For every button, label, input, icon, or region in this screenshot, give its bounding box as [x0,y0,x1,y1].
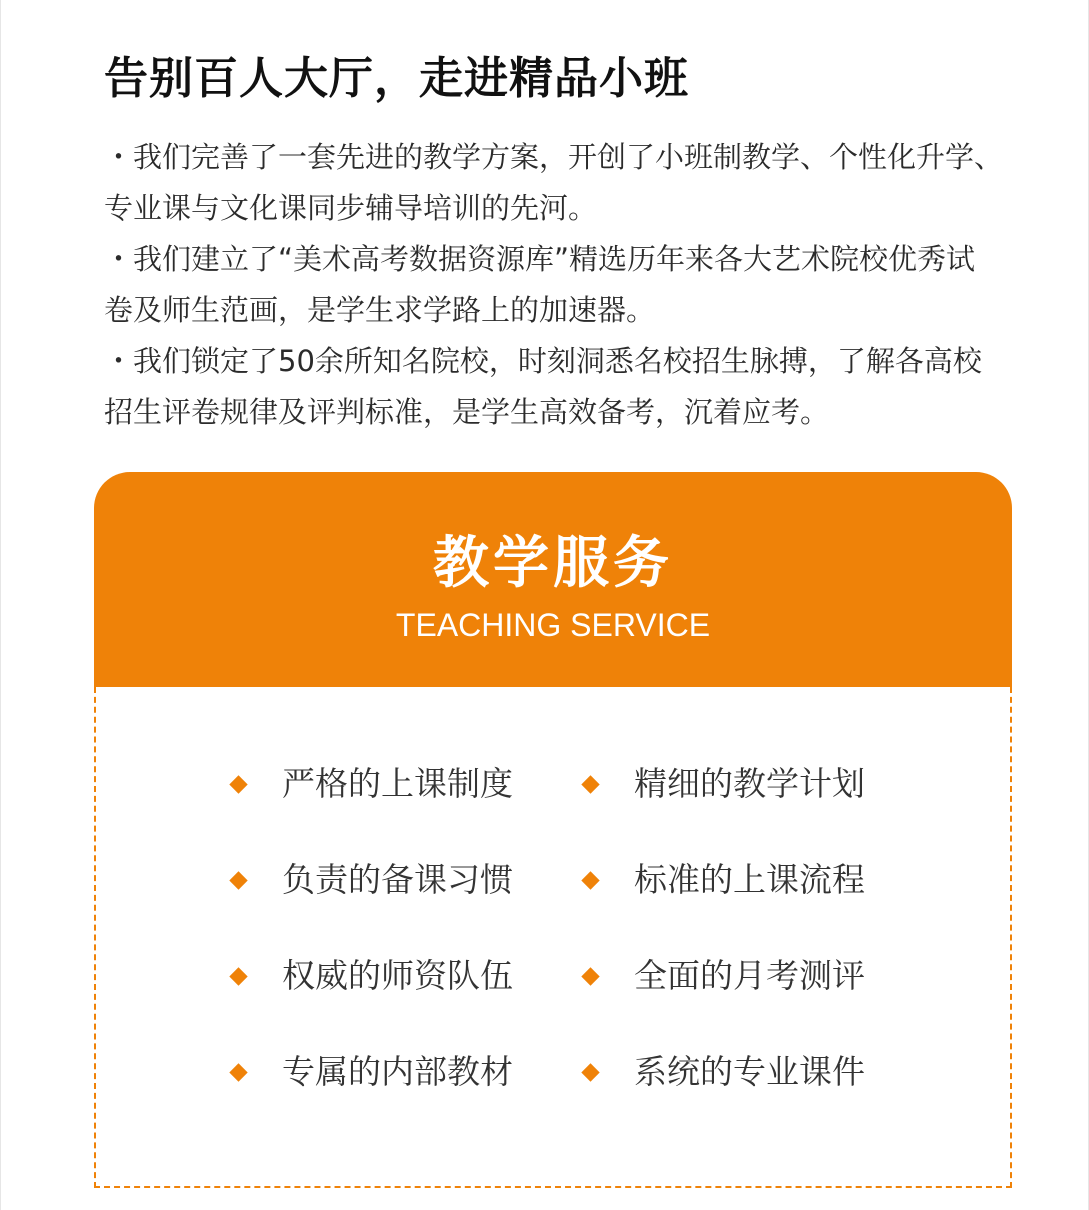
diamond-icon [229,871,247,889]
diamond-icon [581,967,599,985]
diamond-icon [229,775,247,793]
diamond-icon [229,1063,247,1081]
card-header [94,472,1012,687]
service-list [226,765,926,1091]
service-label: 标准的上课流程 [634,860,865,899]
service-item [226,765,578,803]
headline: 告别百人大厅，走进精品小班 [104,53,689,104]
service-label: 负责的备课习惯 [282,860,513,899]
intro-paragraph: ・我们建立了“美术高考数据资源库”精选历年来各大艺术院校优秀试卷及师生范画，是学生求学路上的加速器。 [104,242,976,327]
service-item [226,957,578,995]
service-label: 专属的内部教材 [282,1052,513,1091]
intro-paragraph: ・我们锁定了50余所知名院校，时刻洞悉名校招生脉搏，了解各高校招生评卷规律及评判标准，是学生高效备考，沉着应考。 [104,344,982,429]
diamond-icon [581,871,599,889]
card-body [94,687,1012,1188]
card-subtitle: TEACHING SERVICE [395,607,711,643]
diamond-icon [581,775,599,793]
intro-paragraph: ・我们完善了一套先进的教学方案，开创了小班制教学、个性化升学、专业课与文化课同步辅导培训的先河。 [104,140,1004,225]
service-item [578,861,930,899]
card-title: 教学服务 [433,531,673,596]
service-label: 严格的上课制度 [282,764,513,803]
service-item [578,1053,930,1091]
intro-text [104,132,1004,438]
service-item [578,957,930,995]
service-label: 全面的月考测评 [634,956,865,995]
service-item [226,861,578,899]
service-label: 系统的专业课件 [634,1052,865,1091]
diamond-icon [229,967,247,985]
service-label: 权威的师资队伍 [282,956,513,995]
teaching-service-card [94,472,1012,1188]
service-item [578,765,930,803]
diamond-icon [581,1063,599,1081]
service-item [226,1053,578,1091]
service-label: 精细的教学计划 [634,764,865,803]
